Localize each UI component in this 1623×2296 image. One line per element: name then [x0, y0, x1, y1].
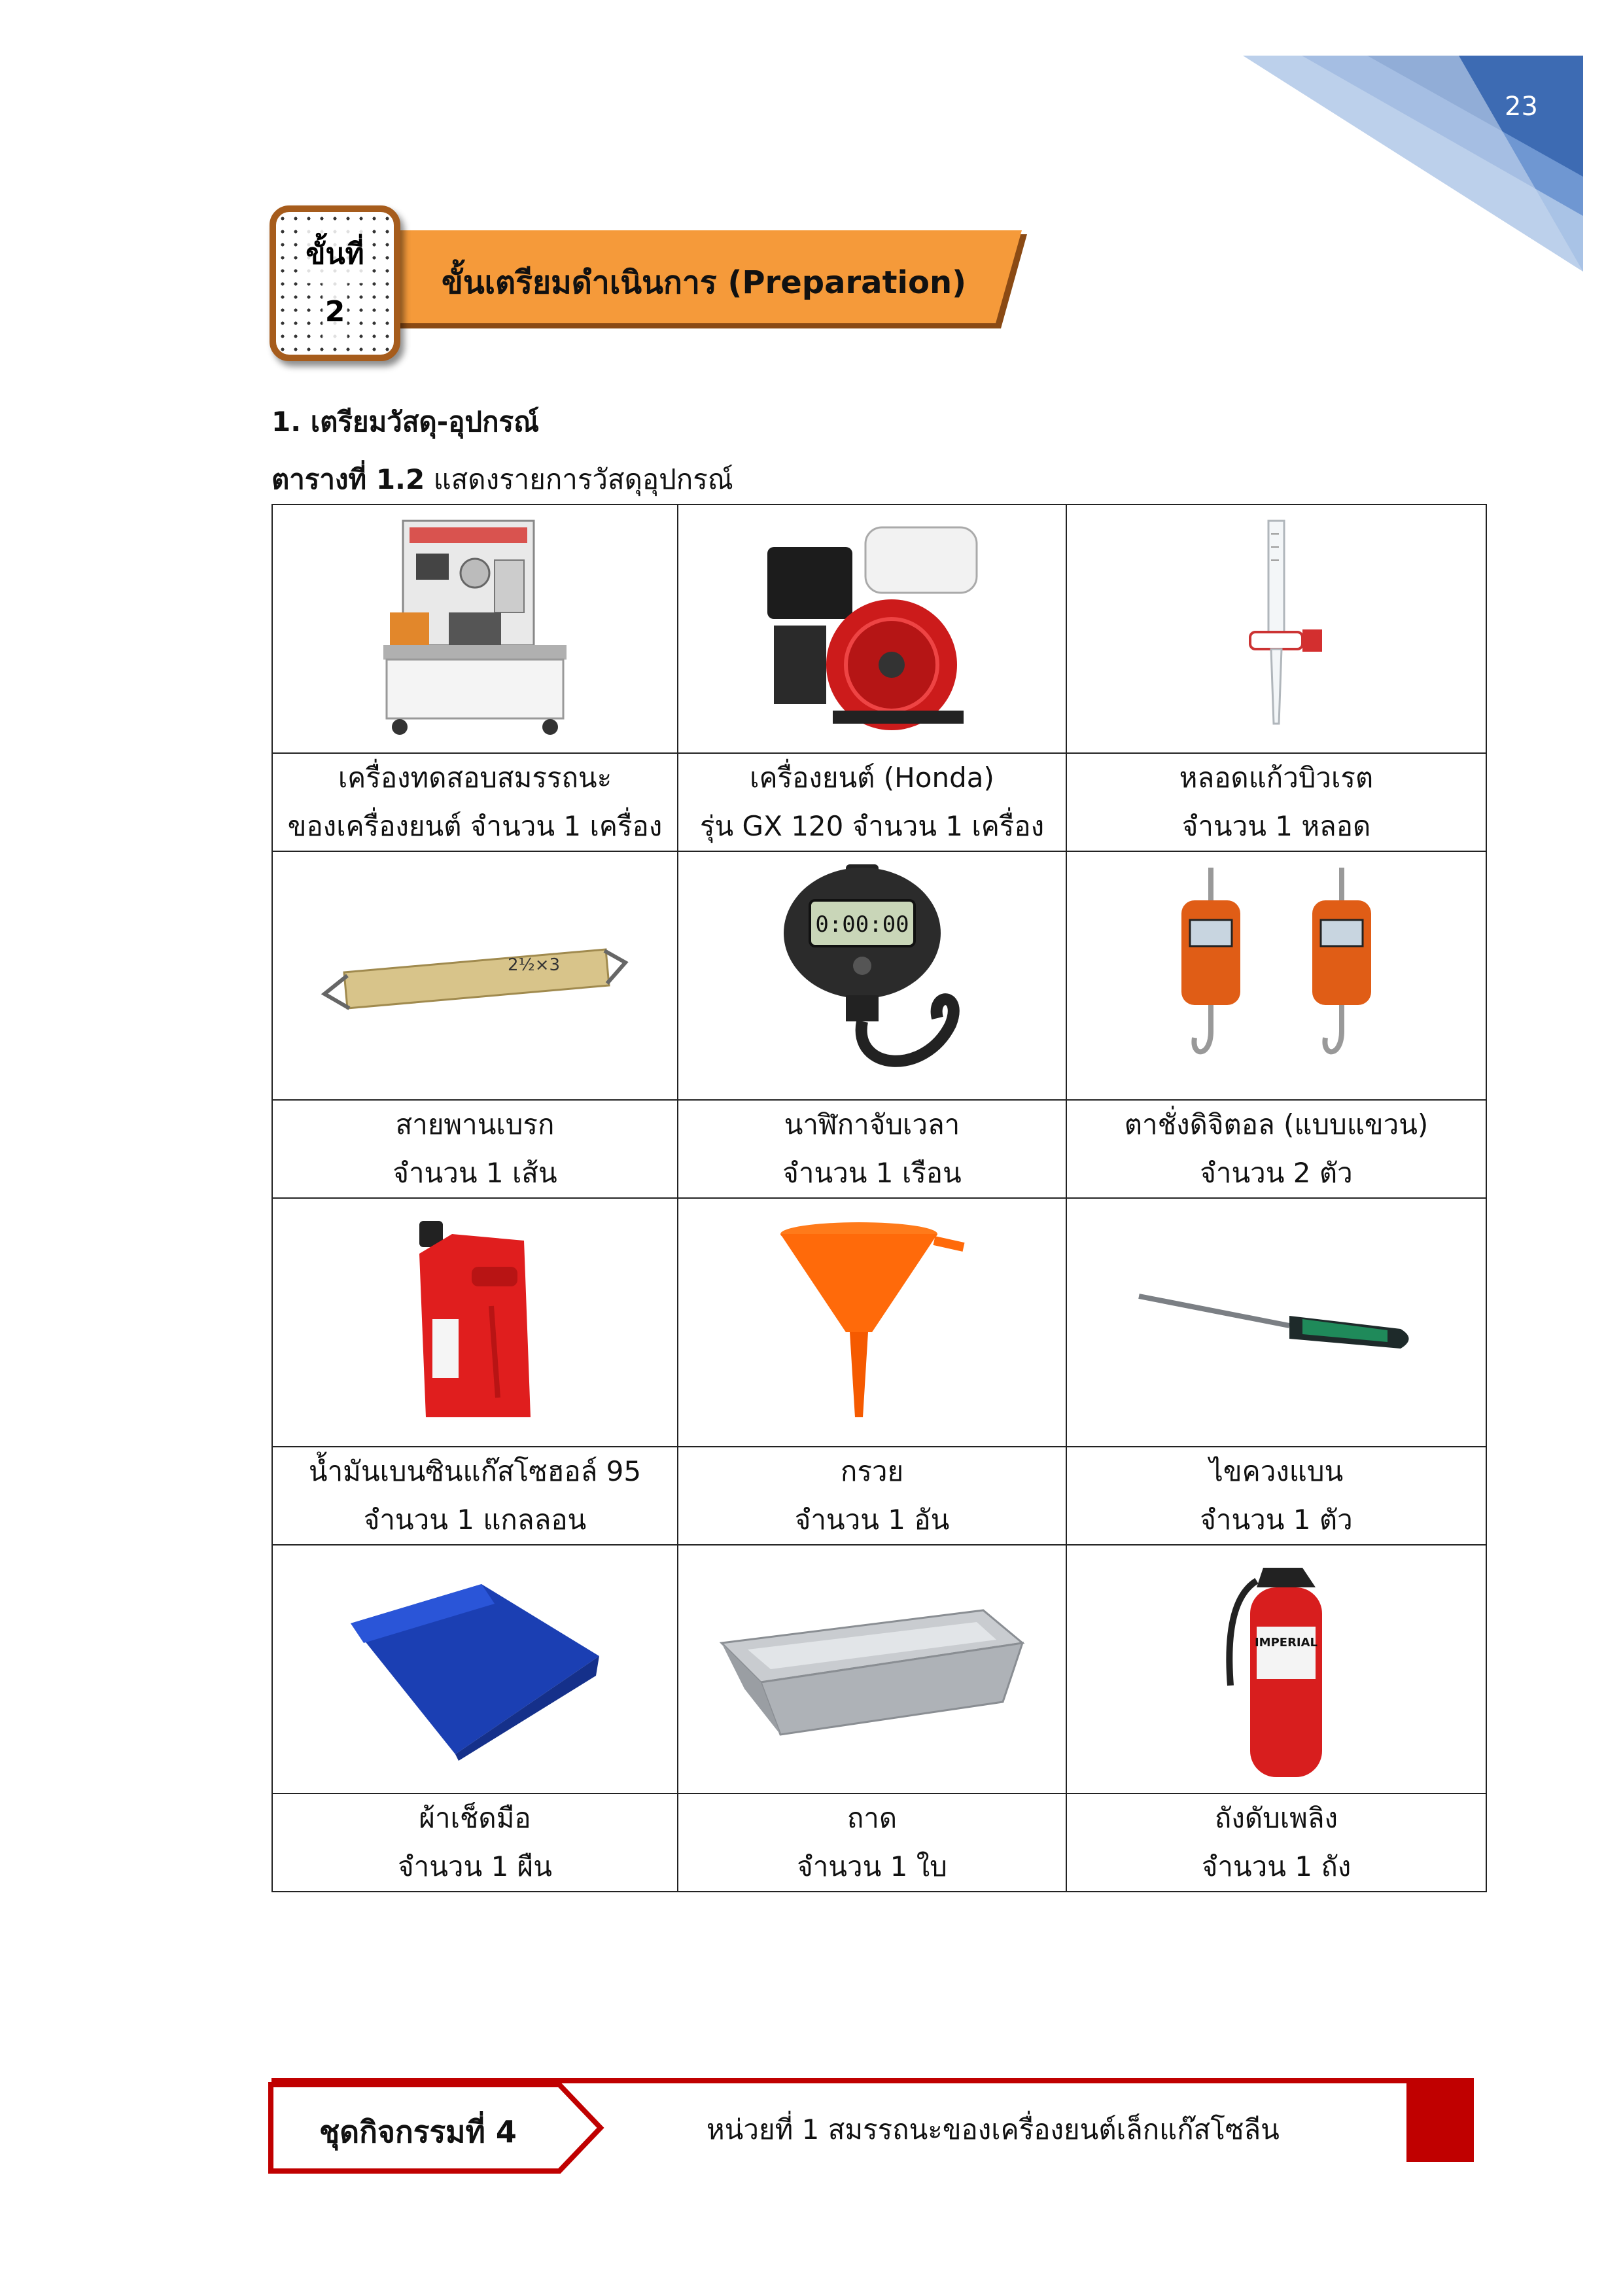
- honda-engine-image: [754, 514, 990, 743]
- table-row: [272, 1447, 1486, 1545]
- stopwatch-image: [754, 861, 990, 1090]
- table-caption-text: แสดงรายการวัสดุอุปกรณ์: [425, 463, 733, 495]
- table-row: [272, 1545, 1486, 1793]
- item-label-fire-extinguisher: ถังดับเพลิง จำนวน 1 ถัง: [1066, 1793, 1486, 1892]
- engine-test-bench-cell: [272, 504, 678, 753]
- fuel-can-cell: [272, 1198, 678, 1447]
- burette-image: [1211, 514, 1342, 743]
- step-number-box: [270, 205, 400, 361]
- hanging-scale-cell: [1066, 851, 1486, 1100]
- step-number: 2: [323, 283, 348, 341]
- fire-extinguisher-cell: [1066, 1545, 1486, 1793]
- brake-belt-image: [311, 910, 638, 1041]
- table-row: [272, 1198, 1486, 1447]
- item-label-brake-belt: สายพานเบรก จำนวน 1 เส้น: [272, 1100, 678, 1198]
- table-row: [272, 753, 1486, 851]
- honda-engine-cell: [678, 504, 1066, 753]
- item-label-tray: ถาด จำนวน 1 ใบ: [678, 1793, 1066, 1892]
- screwdriver-cell: [1066, 1198, 1486, 1447]
- item-label-screwdriver: ไขควงแบน จำนวน 1 ตัว: [1066, 1447, 1486, 1545]
- hanging-scale-image: [1145, 861, 1407, 1090]
- table-row: [272, 851, 1486, 1100]
- fuel-can-image: [393, 1208, 557, 1437]
- item-label-burette: หลอดแก้วบิวเรต จำนวน 1 หลอด: [1066, 753, 1486, 851]
- towel-cell: [272, 1545, 678, 1793]
- materials-table: [271, 504, 1487, 1892]
- towel-image: [338, 1564, 612, 1774]
- stopwatch-display: 0:00:00: [815, 911, 909, 938]
- footer-activity-label: ชุดกิจกรรมที่ 4: [319, 2114, 517, 2149]
- corner-decoration: [1243, 52, 1583, 275]
- step-label: ขั้นที่: [303, 226, 366, 283]
- table-row: [272, 504, 1486, 753]
- brake-belt-cell: [272, 851, 678, 1100]
- item-label-fuel: น้ำมันเบนซินแก๊สโซฮอล์ 95 จำนวน 1 แกลลอน: [272, 1447, 678, 1545]
- engine-test-bench-image: [377, 514, 573, 743]
- step-title: ขั้นเตรียมดำเนินการ (Preparation): [442, 264, 967, 301]
- item-label-stopwatch: นาฬิกาจับเวลา จำนวน 1 เรือน: [678, 1100, 1066, 1198]
- screwdriver-image: [1126, 1257, 1427, 1388]
- page-number: 23: [1505, 92, 1538, 122]
- fire-extinguisher-image: [1204, 1555, 1348, 1784]
- item-label-towel: ผ้าเช็ดมือ จำนวน 1 ผืน: [272, 1793, 678, 1892]
- burette-cell: [1066, 504, 1486, 753]
- table-row: [272, 1793, 1486, 1892]
- item-label-funnel: กรวย จำนวน 1 อัน: [678, 1447, 1066, 1545]
- item-label-hanging-scale: ตาชั่งดิจิตอล (แบบแขวน) จำนวน 2 ตัว: [1066, 1100, 1486, 1198]
- footer-unit-title: หน่วยที่ 1 สมรรถนะของเครื่องยนต์เล็กแก๊สโซลีน: [707, 2113, 1280, 2146]
- item-label-honda-engine: เครื่องยนต์ (Honda) รุ่น GX 120 จำนวน 1 เครื่อง: [678, 753, 1066, 851]
- table-caption-number: ตารางที่ 1.2: [271, 463, 425, 495]
- belt-mark: 2½×3: [508, 955, 561, 975]
- footer-block: [1406, 2078, 1474, 2162]
- extinguisher-brand: IMPERIAL: [1254, 1636, 1318, 1650]
- tray-cell: [678, 1545, 1066, 1793]
- tray-image: [708, 1584, 1036, 1754]
- funnel-cell: [678, 1198, 1066, 1447]
- table-caption: [271, 458, 733, 501]
- table-row: [272, 1100, 1486, 1198]
- funnel-image: [767, 1208, 977, 1437]
- item-label-engine-test-bench: เครื่องทดสอบสมรรถนะ ของเครื่องยนต์ จำนวน 1 เครื่อง: [272, 753, 678, 851]
- section-heading: 1. เตรียมวัสดุ-อุปกรณ์: [271, 406, 540, 438]
- stopwatch-cell: [678, 851, 1066, 1100]
